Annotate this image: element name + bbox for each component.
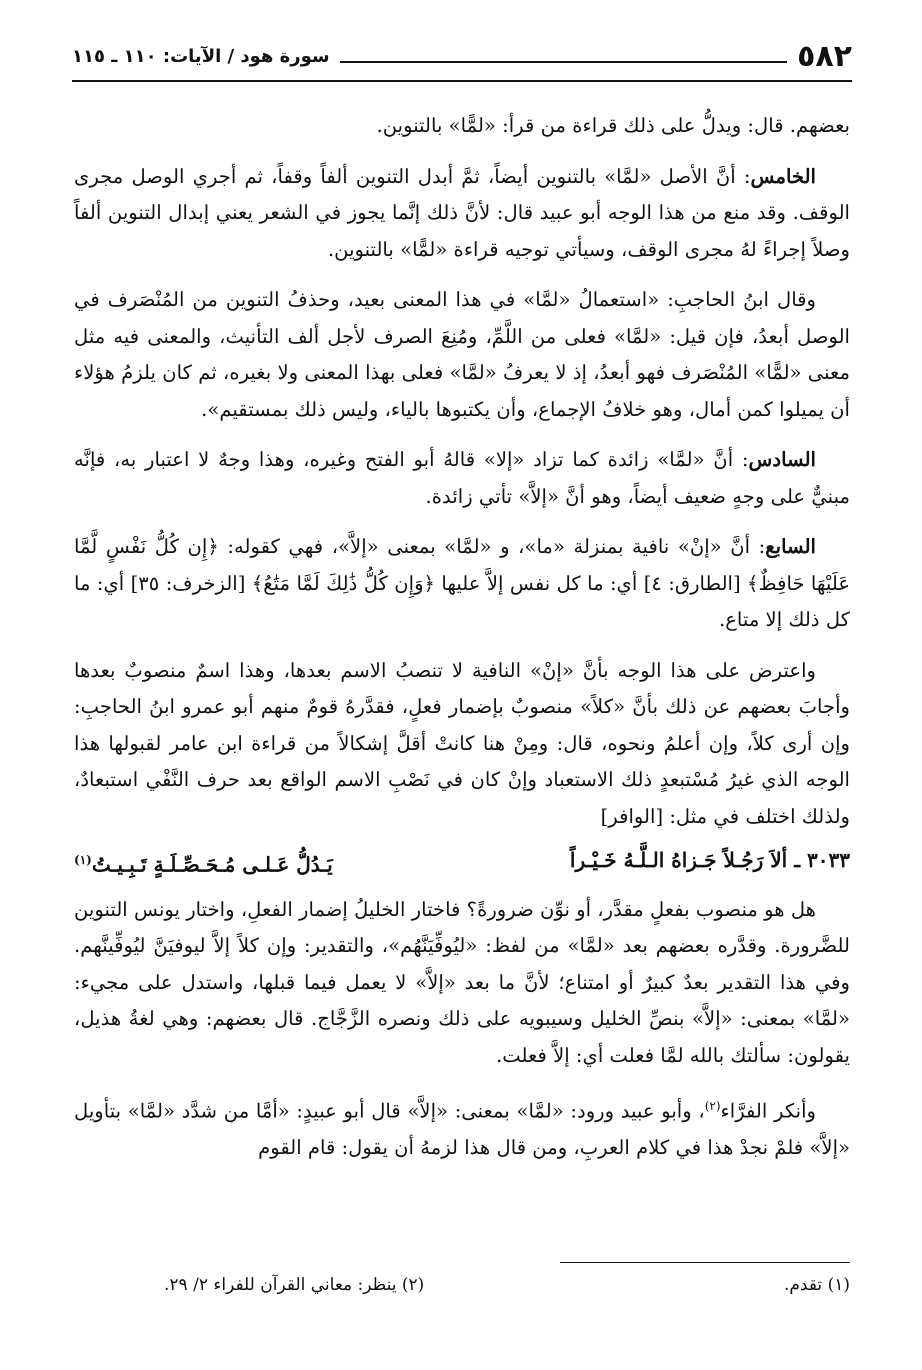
page-header	[72, 38, 852, 74]
paragraph-text: هل هو منصوب بفعلٍ مقدَّر، أو نوِّن ضرورةً؟ فاختار الخليلُ إضمار الفعلِ، واختار يونس التنوين للضَّرورة. وقدَّره بعضهم بعد «لمَّا» من لفظ: «ليُوفِّيَنَّهُم»، والتقدير: وإن كلاً إلاَّ ليوفيَنَّ ليُوفِّينَّهم. وفي هذا التقدير بعدٌ كبيرٌ أو امتناع؛ لأنَّ ما بعد «إلاَّ» لا يعمل فيما قبلها، واستدل على مجيء: «لمَّا» بمعنى: «إلاَّ» بنصِّ الخليل وسيبويه على ذلك ونصره الزَّجَّاج. قال بعضهم: وهي لغةُ هذيل، يقولون: سألتك بالله لمَّا فعلت أي: إلاَّ فعلت.	[74, 897, 850, 1067]
section-lead: السابع	[765, 535, 816, 558]
paragraph-text: : أنَّ «إنْ» نافية بمنزلة «ما»، و «لمَّا» بمعنى «إلاَّ»، فهي كقوله: ﴿إِن كُلُّ نَفْسٍ لَّمَّا عَلَيْهَا حَافِظٌ﴾ [الطارق: ٤] أي: ما كل نفس إلاَّ عليها ﴿وَإِن كُلُّ ذَٰلِكَ لَمَّا مَتَٰعُ﴾ [الزخرف: ٣٥] أي: ما كل ذلك إلا متاع.	[74, 535, 851, 631]
paragraph	[74, 282, 850, 428]
footnote-1: (١) تقدم.	[783, 1275, 850, 1295]
main-text	[74, 108, 850, 1175]
footnotes	[74, 1275, 850, 1295]
paragraph-text: ، وأبو عبيد ورود: «لمَّا» بمعنى: «إلاَّ» قال أبو عبيدٍ: «أمَّا من شدَّد «لمَّا» بتأويل «إلاَّ» فلمْ نجدْ هذا في كلام العربِ، ومن قال هذا لزمهُ أن يقول: قام القوم	[74, 1099, 850, 1160]
page-number: ٥٨٢	[797, 38, 852, 74]
poem-second-half	[74, 843, 333, 882]
poem-first-half	[570, 843, 850, 882]
hemistich-2: يَـدُلُّ عَـلـى مُـحَـصِّـلَـةٍ تَـبِـيـتُ	[91, 852, 333, 877]
paragraph	[74, 159, 850, 269]
paragraph	[74, 892, 850, 1075]
header-rule	[340, 49, 787, 63]
footnote-2: (٢) ينظر: معاني القرآن للفراء ٢/ ٢٩.	[164, 1275, 425, 1295]
verse-number: ٣٠٣٣ ـ	[794, 848, 850, 872]
paragraph	[74, 108, 850, 145]
paragraph-text: وأنكر الفرَّاء	[720, 1099, 817, 1123]
section-lead: الخامس	[750, 164, 816, 188]
paragraph	[74, 442, 850, 515]
paragraph-text: : أنَّ الأصل «لمَّا» بالتنوين أيضاً، ثمَّ أبدل التنوين ألفاً وقفاً، ثم أجري الوصل مجرى الوقف. وقد منع من هذا الوجه أبو عبيد قال: لأنَّ ذلك إنَّما يجوز في الشعر يعني إبدال التنوين ألفاً وصلاً إجراءً لهُ مجرى الوقف، وسيأتي توجيه قراءة «لمًّا» بالتنوين.	[74, 164, 850, 261]
paragraph	[74, 653, 850, 836]
header-divider	[72, 80, 852, 82]
poem-verse	[74, 843, 850, 882]
footnote-divider	[560, 1262, 850, 1263]
section-lead: السادس	[748, 448, 816, 471]
paragraph-text: بعضهم. قال: ويدلُّ على ذلك قراءة من قرأ: «لمًّا» بالتنوين.	[376, 114, 850, 137]
paragraph-text: وقال ابنُ الحاجبِ: «استعمالُ «لمَّا» في هذا المعنى بعيد، وحذفُ التنوين من المُنْصَرف في الوصل أبعدُ، فإن قيل: «لمَّا» فعلى من اللَّمِّ، ومُنِعَ الصرف لأجل ألف التأنيث، والمعنى فيه مثل معنى «لمًّا» المُنْصَرف فهو أبعدُ، إذ لا يعرفُ «لمَّا» فعلى بهذا المعنى ولا بغيره، ثم كان يلزمُ هؤلاء أن يميلوا كمن أمال، وهو خلافُ الإجماع، وأن يكتبوها بالياء، وليس ذلك بمستقيم».	[74, 288, 850, 421]
paragraph	[74, 529, 850, 639]
paragraph-text: : أنَّ «لمَّا» زائدة كما تزاد «إلا» قالهُ أبو الفتح وغيره، وهذا وجهٌ لا اعتبار به، فإنَّه مبنيٌّ على وجهٍ ضعيف أيضاً، وهو أنَّ «إلاَّ» تأتي زائدة.	[74, 448, 850, 508]
footnote-mark: (١)	[74, 853, 92, 867]
paragraph-text: واعترض على هذا الوجه بأنَّ «إنْ» النافية لا تنصبُ الاسم بعدها، وهذا اسمٌ منصوبٌ بعدها وأجابَ بعضهم عن ذلك بأنَّ «كلاً» منصوبٌ بإضمار فعلٍ، فقدَّرهُ قومٌ منهم أبو عمرو ابنُ الحاجبِ: وإن أرى كلاً، وإن أعلمُ ونحوه، قال: ومِنْ هنا كانتْ أقلَّ إشكالاً من قراءة ابن عامر لقبولها هذا الوجه الذي غيرُ مُسْتبعدٍ ذلك الاستعباد وإنْ كان في نَصْبِ الاسم الواقع بعد حرف النَّفْي استبعادٌ، ولذلك اختلف في مثل: [الوافر]	[74, 658, 850, 828]
footnote-mark: (٢)	[704, 1099, 721, 1114]
hemistich-1: ألاَ رَجُـلاً جَـزاهُ الـلَّـهُ خَـيْـراً	[569, 848, 788, 872]
paragraph	[74, 1088, 850, 1167]
running-title: سورة هود / الآيات: ١١٠ ـ ١١٥	[72, 45, 330, 67]
